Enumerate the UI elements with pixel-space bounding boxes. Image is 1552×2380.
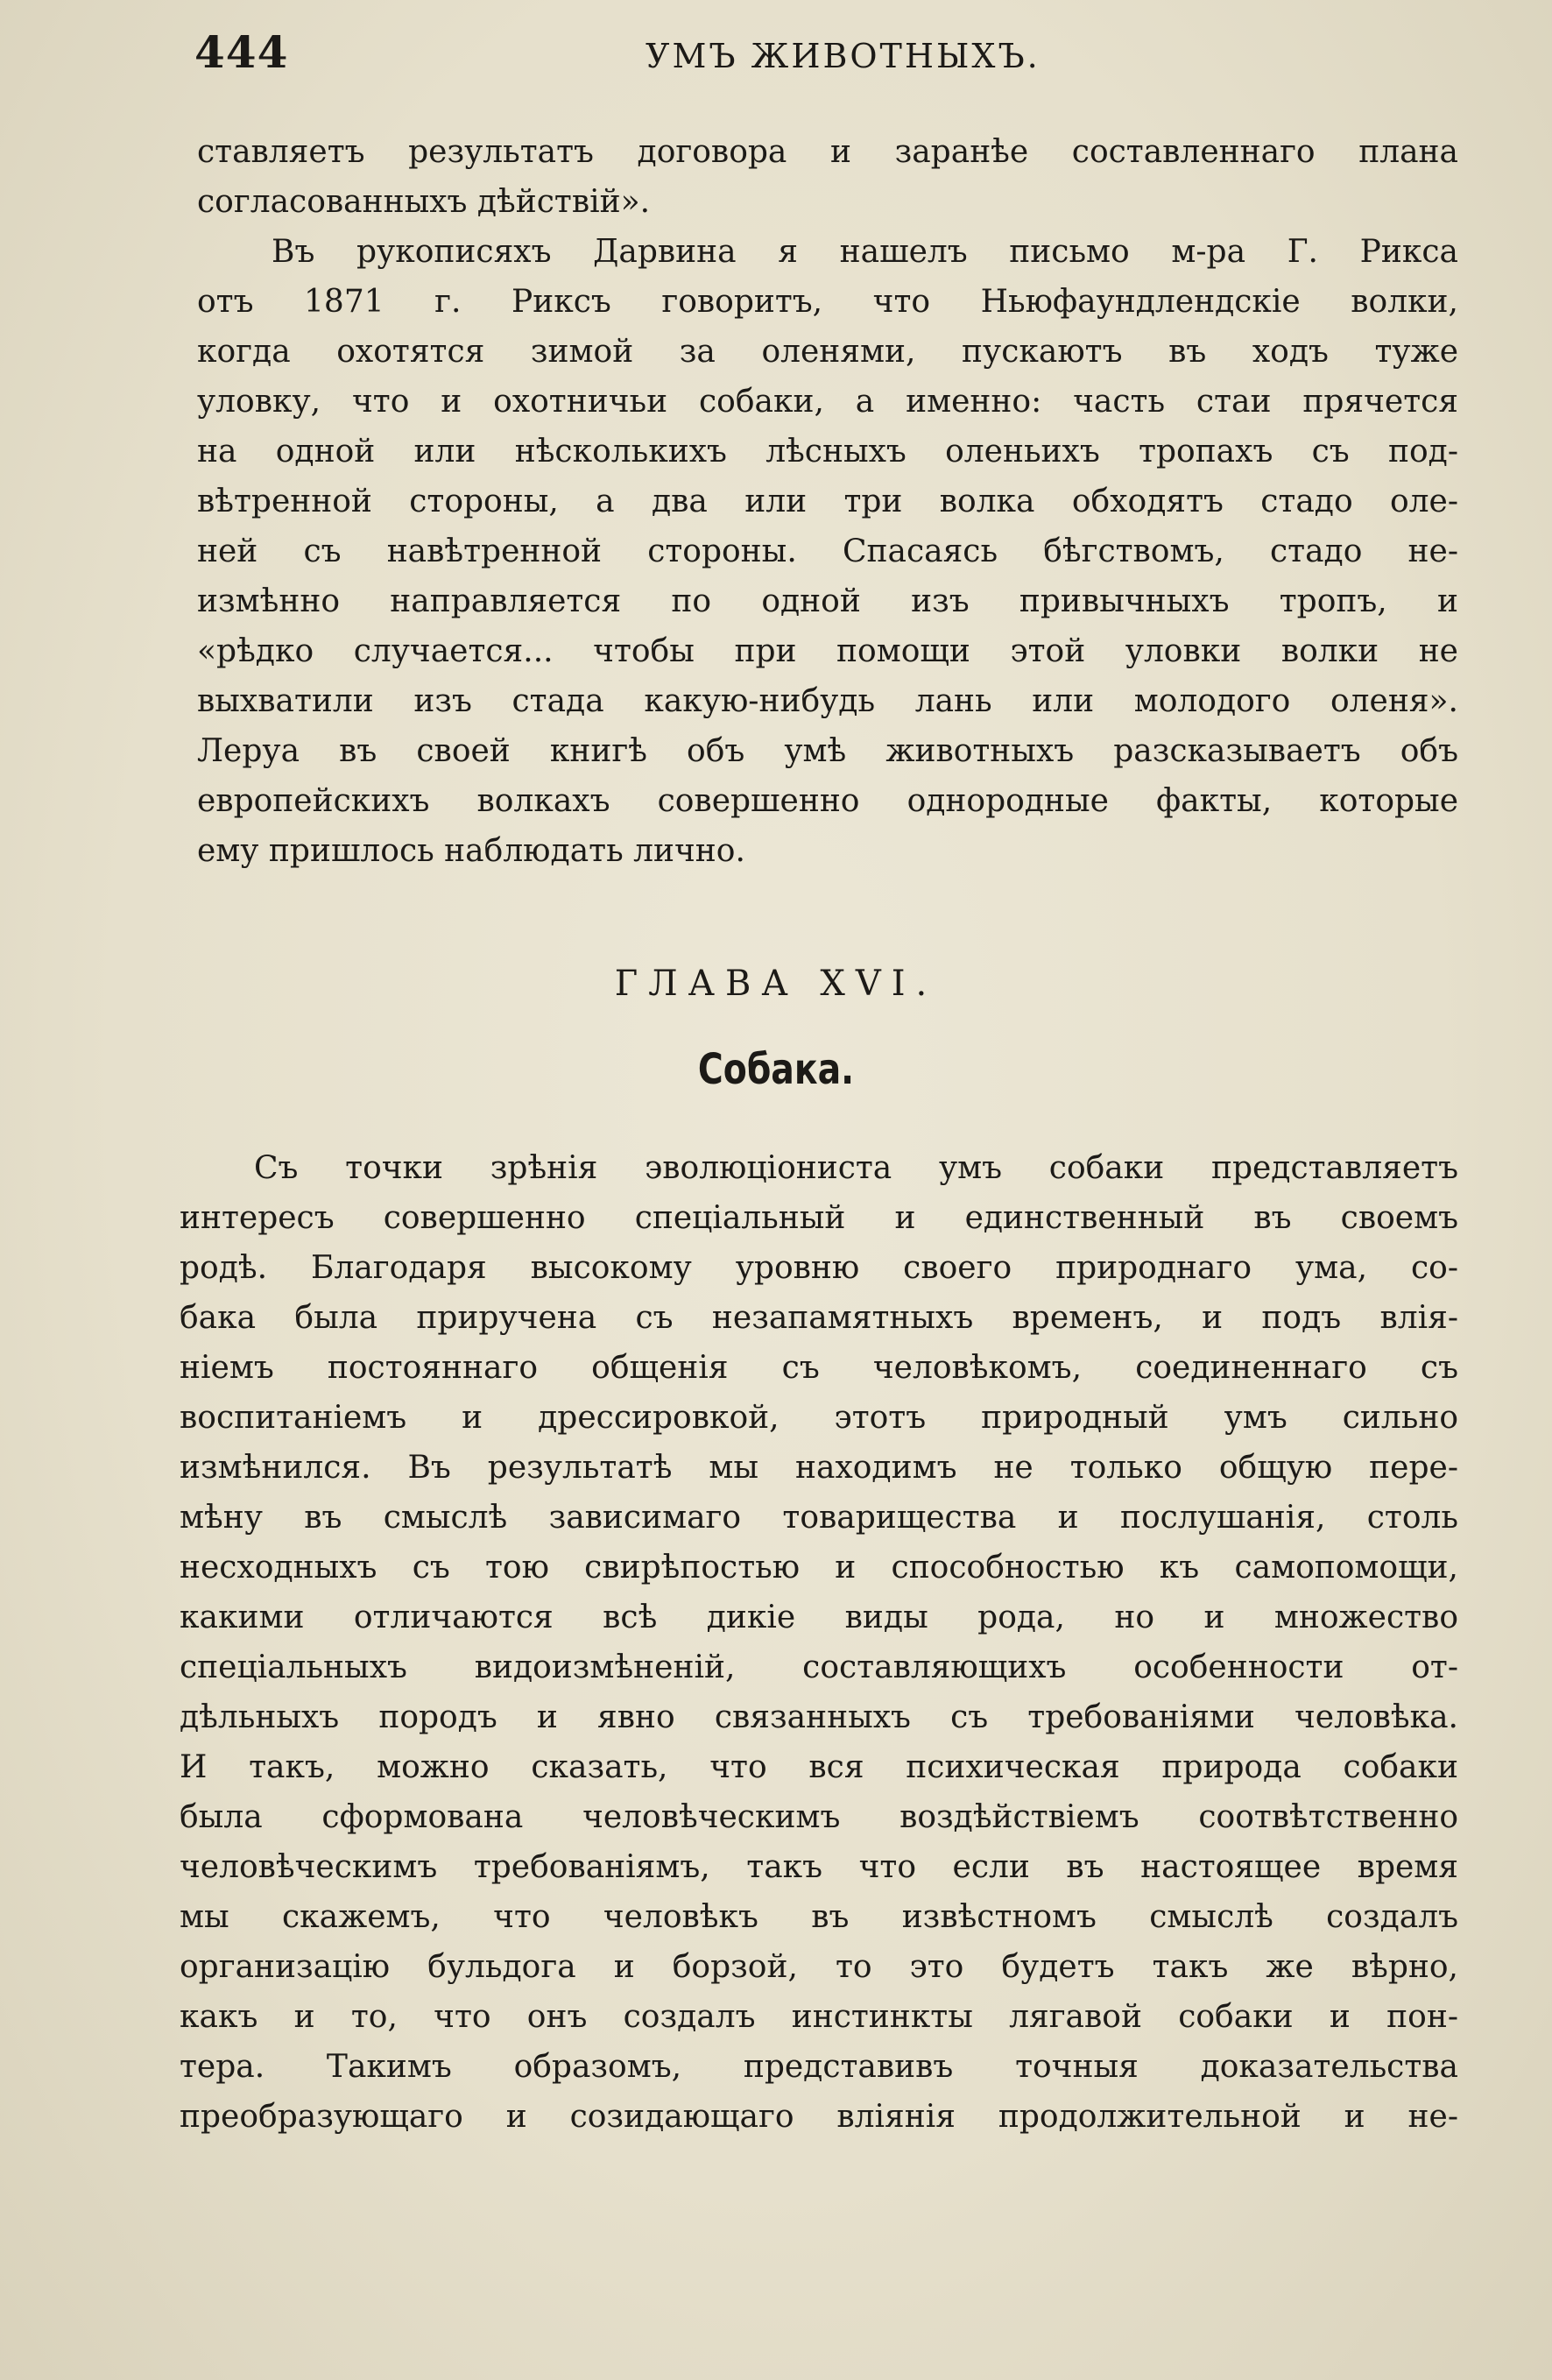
text-line: была сформована человѣческимъ воздѣйствіемъ соотвѣтственно (180, 1799, 1458, 1835)
text-line: измѣнился. Въ результатѣ мы находимъ не только общую пере- (180, 1450, 1458, 1486)
text-line: вѣтренной стороны, а два или три волка обходятъ стадо оле- (197, 484, 1458, 519)
text-line: выхватили изъ стада какую-нибудь лань или молодого оленя». (197, 683, 1458, 719)
text-line: когда охотятся зимой за оленями, пускаютъ въ ходъ туже (197, 334, 1458, 370)
text-line: отъ 1871 г. Риксъ говоритъ, что Ньюфаундлендскіе волки, (197, 284, 1458, 320)
text-line: воспитаніемъ и дрессировкой, этотъ природный умъ сильно (180, 1400, 1458, 1436)
text-line: человѣческимъ требованіямъ, такъ что если въ настоящее время (180, 1849, 1458, 1885)
text-line: организацію бульдога и борзой, то это будетъ такъ же вѣрно, (180, 1949, 1458, 1985)
text-line: ему пришлось наблюдать лично. (197, 833, 745, 869)
running-head (194, 26, 1473, 88)
text-line: мы скажемъ, что человѣкъ въ извѣстномъ смыслѣ создалъ (180, 1899, 1458, 1935)
text-line: какъ и то, что онъ создалъ инстинкты лягавой собаки и пон- (180, 1999, 1458, 2035)
running-title: УМЪ ЖИВОТНЫХЪ. (645, 37, 1041, 75)
text-line: согласованныхъ дѣйствій». (197, 184, 651, 220)
text-line: спеціальныхъ видоизмѣненій, составляющихъ особенности от- (180, 1649, 1458, 1685)
previous-chapter-ending (197, 127, 1458, 876)
text-line: на одной или нѣсколькихъ лѣсныхъ оленьихъ тропахъ съ под- (197, 434, 1458, 470)
text-line: бака была приручена съ незапамятныхъ временъ, и подъ влія- (180, 1300, 1458, 1336)
text-line: родѣ. Благодаря высокому уровню своего природнаго ума, со- (180, 1250, 1458, 1286)
text-line: тера. Такимъ образомъ, представивъ точныя доказательства (180, 2049, 1458, 2085)
text-line: ніемъ постояннаго общенія съ человѣкомъ, соединеннаго съ (180, 1350, 1458, 1386)
text-line: европейскихъ волкахъ совершенно однородные факты, которые (197, 783, 1458, 819)
text-line: какими отличаются всѣ дикіе виды рода, но и множество (180, 1600, 1458, 1635)
text-line: измѣнно направляется по одной изъ привычныхъ тропъ, и (197, 583, 1458, 619)
text-line: Съ точки зрѣнія эволюціониста умъ собаки представляетъ (254, 1150, 1458, 1186)
chapter-title: Собака. (697, 1045, 855, 1094)
text-line: Въ рукописяхъ Дарвина я нашелъ письмо м-ра Г. Рикса (272, 234, 1458, 270)
text-line: дѣльныхъ породъ и явно связанныхъ съ требованіями человѣка. (180, 1699, 1458, 1735)
text-line: мѣну въ смыслѣ зависимаго товарищества и послушанія, столь (180, 1500, 1458, 1536)
chapter-body (180, 1143, 1458, 2142)
text-line: «рѣдко случается... чтобы при помощи этой уловки волки не (197, 633, 1458, 669)
text-line: преобразующаго и созидающаго вліянія продолжительной и не- (180, 2099, 1458, 2135)
text-line: уловку, что и охотничьи собаки, а именно: часть стаи прячется (197, 384, 1458, 420)
text-line: ставляетъ результатъ договора и заранѣе составленнаго плана (197, 134, 1458, 170)
text-line: И такъ, можно сказать, что вся психическая природа собаки (180, 1749, 1458, 1785)
text-line: ней съ навѣтренной стороны. Спасаясь бѣгствомъ, стадо не- (197, 533, 1458, 569)
text-line: Леруа въ своей книгѣ объ умѣ животныхъ разсказываетъ объ (197, 733, 1458, 769)
text-line: несходныхъ съ тою свирѣпостью и способностью къ самопомощи, (180, 1550, 1458, 1585)
text-line: интересъ совершенно спеціальный и единственный въ своемъ (180, 1200, 1458, 1236)
page-number: 444 (194, 26, 289, 78)
chapter-number: ГЛАВА XVI. (614, 964, 938, 1004)
